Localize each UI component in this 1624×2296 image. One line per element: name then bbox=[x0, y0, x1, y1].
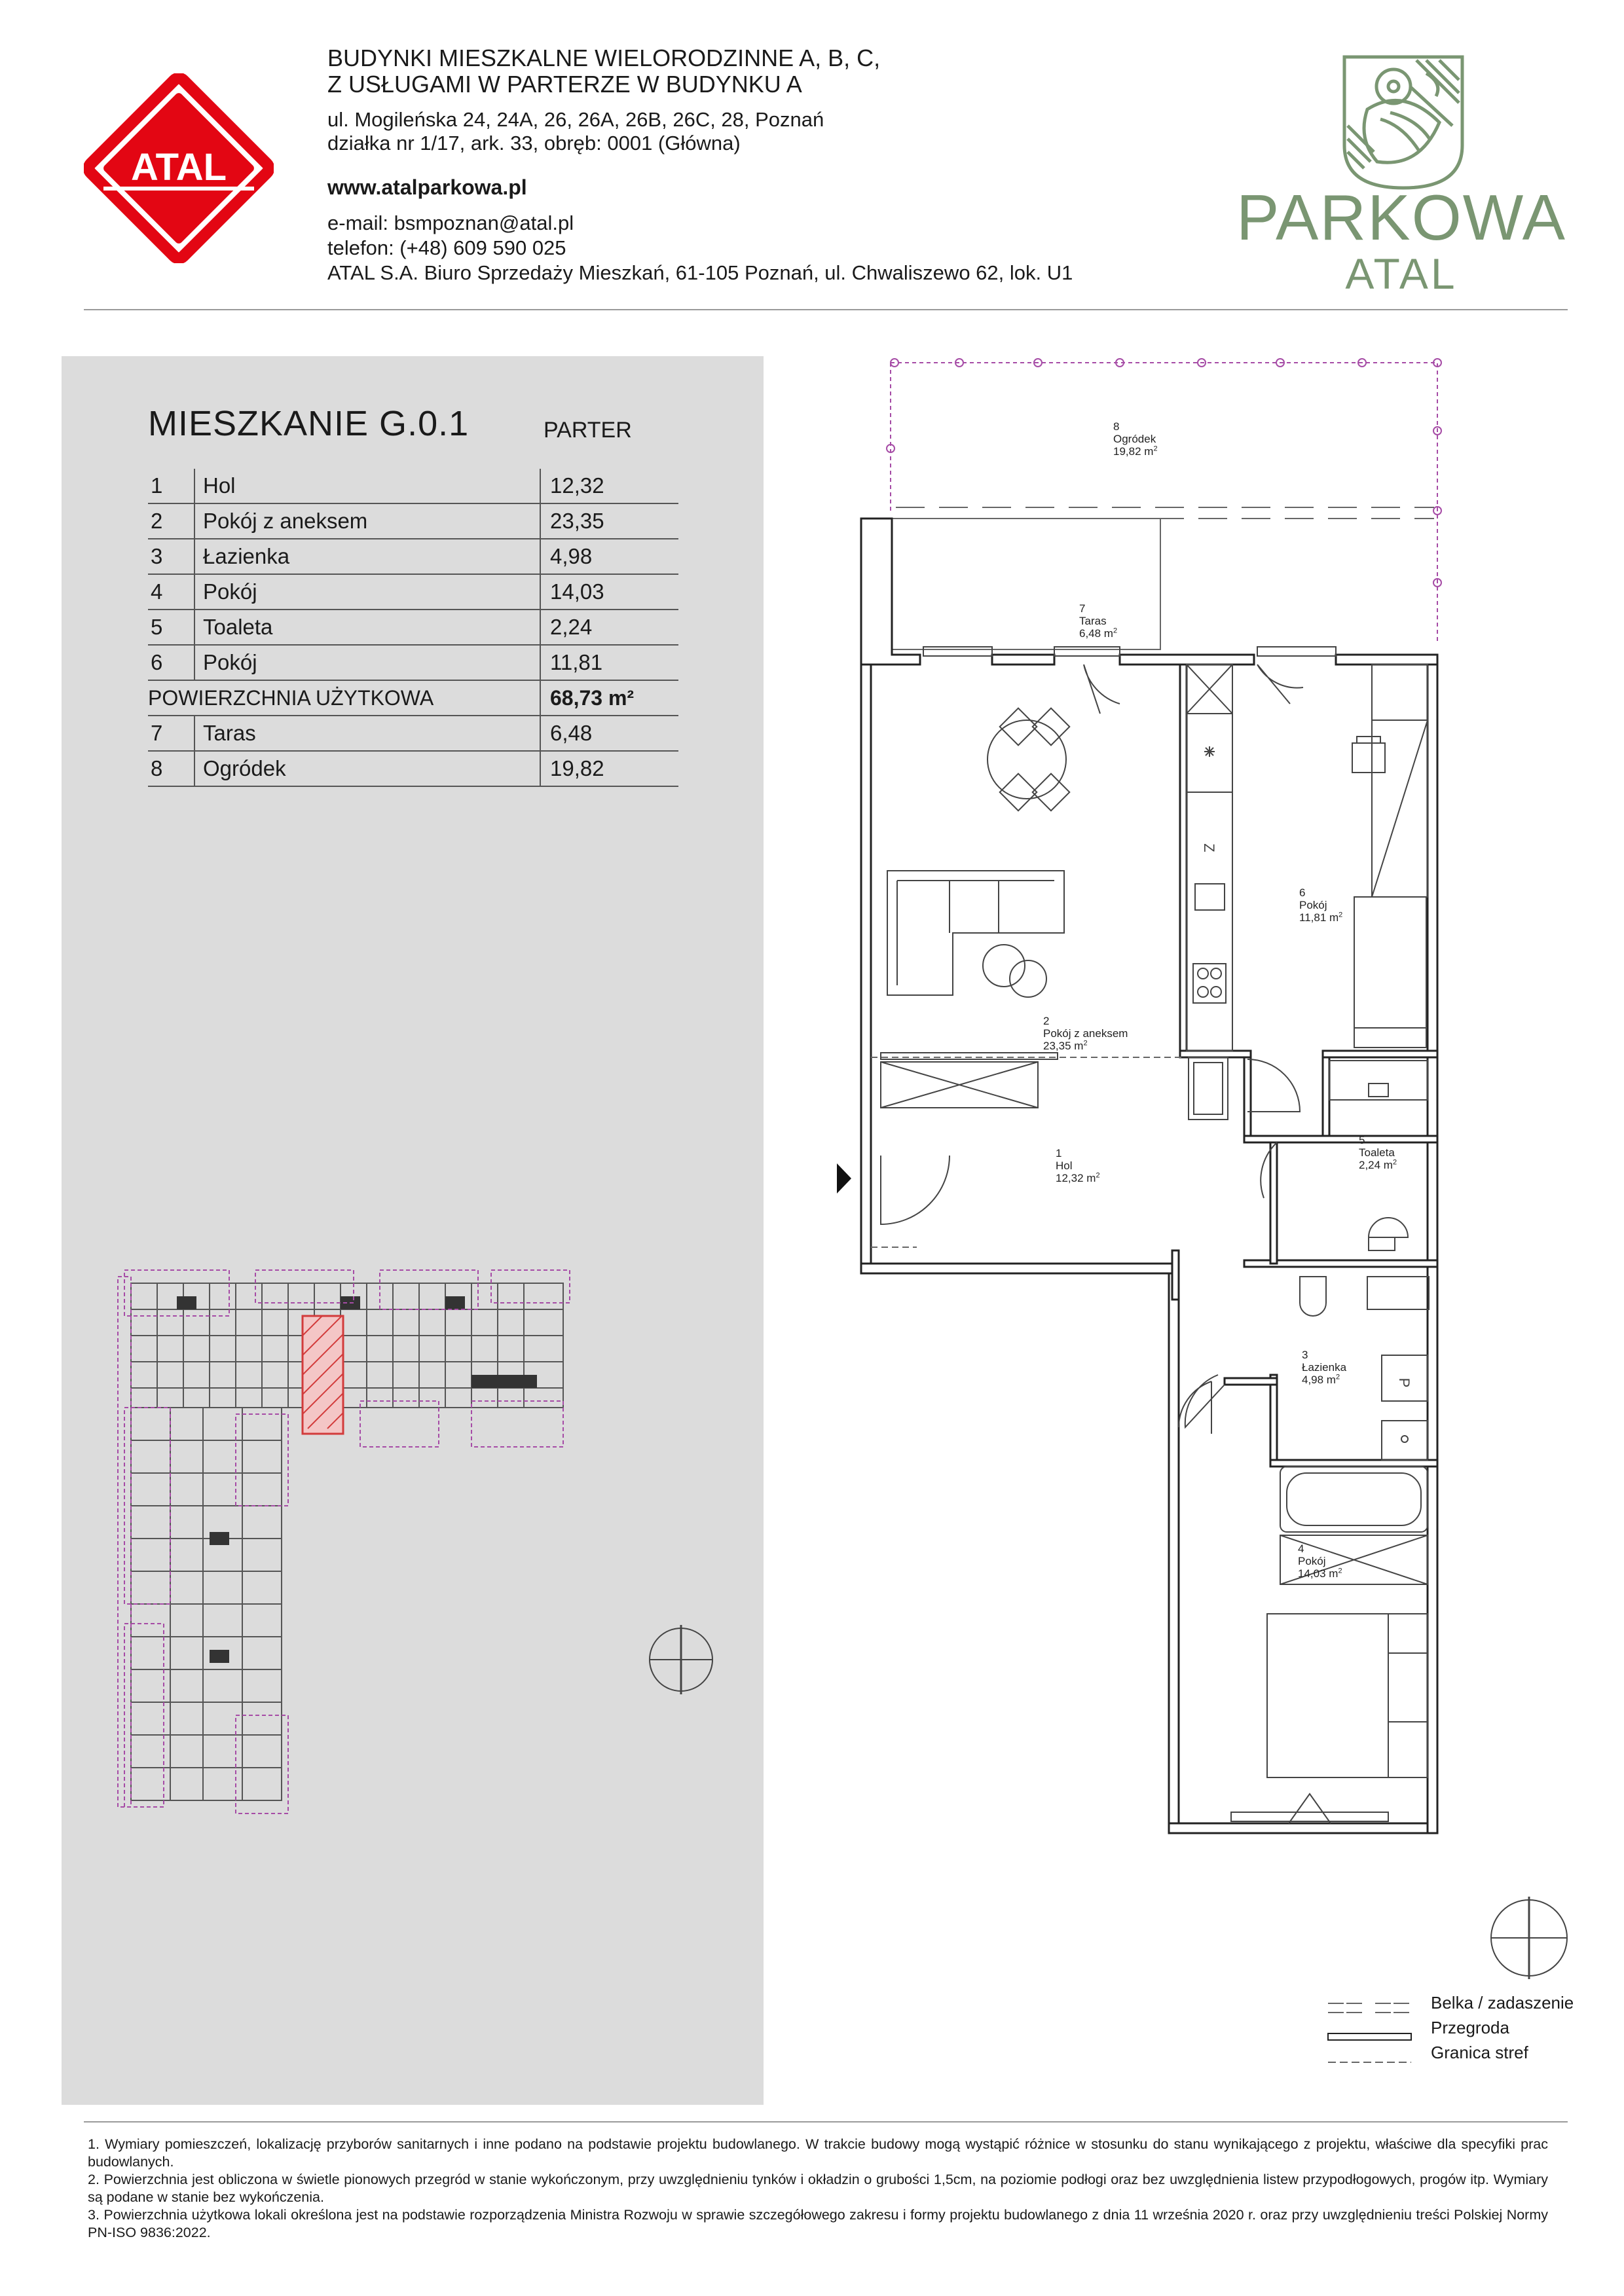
building-key-plan bbox=[105, 1257, 733, 1859]
label-taras bbox=[1079, 602, 1117, 640]
label-area-value: 11,81 m bbox=[1299, 911, 1339, 924]
compass-small-icon bbox=[645, 1624, 717, 1696]
label-num: 1 bbox=[1056, 1147, 1062, 1159]
brand-name: PARKOWA bbox=[1236, 181, 1567, 253]
label-pokoj-aneks bbox=[1043, 1015, 1128, 1052]
entrance-arrow-icon bbox=[837, 1163, 851, 1194]
doors bbox=[881, 665, 1331, 1823]
footnote-1: 1. Wymiary pomieszczeń, lokalizację przyborów sanitarnych i inne podano na podstawie projektu budowlanego. W trakcie budowy mogą wystąpić różnice w stosunku do stanu wynikającego z projektu, właściwe dla specyfiki prac budowlanych. bbox=[88, 2136, 1548, 2170]
label-area-value: 23,35 m bbox=[1043, 1040, 1084, 1052]
legend-symbols bbox=[1323, 1997, 1414, 2075]
label-area-unit: 2 bbox=[1335, 1373, 1340, 1381]
total-label: POWIERZCHNIA UŻYTKOWA bbox=[148, 680, 540, 716]
label-name: Pokój bbox=[1299, 899, 1327, 911]
table-row bbox=[148, 751, 678, 786]
footnote-2: 2. Powierzchnia jest obliczona w świetle pionowych przegród w stanie wykończonym, przy uwzględnieniu tynków i okładzin o grubości 1,5cm, na poziomie podłogi oraz bez uwzględnienia listew przypodłogowych, progów itp. Wymiary są podane w stanie bez wykończenia. bbox=[88, 2172, 1548, 2205]
bathroom-fixtures bbox=[1280, 1277, 1429, 1532]
apartment-title: MIESZKANIE G.0.1 bbox=[148, 404, 470, 443]
label-area-value: 14,03 m bbox=[1298, 1567, 1338, 1580]
room-number: 6 bbox=[148, 645, 194, 680]
label-pokoj6 bbox=[1299, 886, 1342, 924]
room-name: Ogródek bbox=[194, 751, 540, 786]
label-area bbox=[1079, 627, 1117, 640]
table-row bbox=[148, 610, 678, 645]
room-area: 12,32 bbox=[540, 469, 678, 503]
kitchen-unit bbox=[1187, 665, 1232, 1120]
room-name: Pokój bbox=[194, 574, 540, 610]
label-pokoj4 bbox=[1298, 1542, 1342, 1580]
label-area-value: 19,82 m bbox=[1113, 445, 1154, 458]
brand-sub: ATAL bbox=[1345, 249, 1458, 298]
room-number: 5 bbox=[148, 610, 194, 645]
bedroom4-furniture bbox=[1267, 1535, 1428, 1777]
label-area bbox=[1043, 1040, 1128, 1052]
project-title-line1: BUDYNKI MIESZKALNE WIELORODZINNE A, B, C, bbox=[327, 45, 881, 71]
label-area-value: 4,98 m bbox=[1302, 1374, 1336, 1386]
header-divider bbox=[84, 309, 1568, 310]
room-area: 2,24 bbox=[540, 610, 678, 645]
table-row bbox=[148, 645, 678, 680]
address-line2: działka nr 1/17, ark. 33, obręb: 0001 (Główna) bbox=[327, 132, 741, 155]
fridge-mark: Z bbox=[1201, 843, 1217, 852]
footnotes bbox=[88, 2136, 1548, 2242]
label-num: 8 bbox=[1113, 420, 1120, 433]
project-title-line2: Z USŁUGAMI W PARTERZE W BUDYNKU A bbox=[327, 71, 802, 98]
total-row bbox=[148, 680, 678, 716]
room-number: 4 bbox=[148, 574, 194, 610]
table-row bbox=[148, 574, 678, 610]
label-area bbox=[1056, 1172, 1100, 1184]
label-area-unit: 2 bbox=[1392, 1158, 1397, 1167]
room-name: Hol bbox=[194, 469, 540, 503]
tv-cabinet bbox=[881, 1053, 1058, 1059]
label-name: Hol bbox=[1056, 1159, 1073, 1172]
label-area bbox=[1113, 445, 1158, 458]
washer-mark: P bbox=[1396, 1377, 1412, 1388]
room-area: 14,03 bbox=[540, 574, 678, 610]
label-num: 2 bbox=[1043, 1015, 1050, 1027]
compass-large-icon bbox=[1486, 1895, 1572, 1980]
garden-boundary bbox=[887, 359, 1441, 642]
label-area bbox=[1302, 1374, 1346, 1386]
floor-plan bbox=[819, 347, 1473, 1853]
label-name: Taras bbox=[1079, 615, 1107, 627]
terrace bbox=[892, 519, 1160, 649]
label-lazienka bbox=[1302, 1349, 1346, 1386]
label-name: Pokój bbox=[1298, 1555, 1326, 1567]
label-hol bbox=[1056, 1147, 1100, 1184]
label-toaleta bbox=[1359, 1134, 1397, 1171]
label-num: 3 bbox=[1302, 1349, 1308, 1361]
label-num: 6 bbox=[1299, 886, 1306, 899]
highlighted-apartment bbox=[303, 1316, 343, 1434]
room-name: Pokój z aneksem bbox=[194, 503, 540, 539]
phone-text: telefon: (+48) 609 590 025 bbox=[327, 236, 566, 259]
footnote-3: 3. Powierzchnia użytkowa lokali określona jest na podstawie rozporządzenia Ministra Rozwoju w sprawie szczegółowego zakresu i formy projektu budowlanego z dnia 11 września 2020 r. oraz przy uwzględnieniu treści Polskiej Normy PN-ISO 9836:2022. bbox=[88, 2207, 1548, 2240]
label-ogrodek bbox=[1113, 420, 1158, 458]
table-row bbox=[148, 503, 678, 539]
sofa bbox=[887, 871, 1064, 997]
room-number: 3 bbox=[148, 539, 194, 574]
label-area bbox=[1298, 1567, 1342, 1580]
label-area-unit: 2 bbox=[1338, 911, 1343, 919]
label-area-value: 12,32 m bbox=[1056, 1172, 1096, 1184]
label-area-unit: 2 bbox=[1113, 627, 1118, 635]
room-area: 6,48 bbox=[540, 716, 678, 751]
room-number: 7 bbox=[148, 716, 194, 751]
label-num: 7 bbox=[1079, 602, 1086, 615]
atal-logo-text: ATAL bbox=[130, 146, 227, 189]
label-area-value: 6,48 m bbox=[1079, 627, 1113, 640]
label-area-value: 2,24 m bbox=[1359, 1159, 1393, 1171]
room-name: Toaleta bbox=[194, 610, 540, 645]
bedroom6-furniture bbox=[1352, 665, 1428, 1048]
label-area bbox=[1359, 1159, 1397, 1171]
rooms-table bbox=[148, 469, 678, 787]
room-area: 11,81 bbox=[540, 645, 678, 680]
hall-wardrobe bbox=[881, 1062, 1038, 1108]
room-number: 8 bbox=[148, 751, 194, 786]
label-area-unit: 2 bbox=[1083, 1039, 1088, 1048]
room-number: 2 bbox=[148, 503, 194, 539]
address-line1: ul. Mogileńska 24, 24A, 26, 26A, 26B, 26C, 28, Poznań bbox=[327, 108, 824, 131]
parkowa-brand bbox=[1231, 47, 1572, 302]
label-area bbox=[1299, 911, 1342, 924]
table-row bbox=[148, 539, 678, 574]
label-name: Toaleta bbox=[1359, 1146, 1395, 1159]
footer-divider bbox=[84, 2121, 1568, 2123]
atal-logo bbox=[84, 73, 274, 263]
room-name: Pokój bbox=[194, 645, 540, 680]
label-name: Łazienka bbox=[1302, 1361, 1347, 1374]
legend-zone: Granica stref bbox=[1431, 2043, 1528, 2062]
room-name: Łazienka bbox=[194, 539, 540, 574]
parkowa-bird-emblem-icon bbox=[1328, 47, 1479, 198]
room-number: 1 bbox=[148, 469, 194, 503]
label-area-unit: 2 bbox=[1153, 445, 1158, 453]
email-text[interactable]: e-mail: bsmpoznan@atal.pl bbox=[327, 211, 574, 234]
label-area-unit: 2 bbox=[1096, 1171, 1100, 1180]
label-name: Pokój z aneksem bbox=[1043, 1027, 1128, 1040]
label-area-unit: 2 bbox=[1338, 1567, 1342, 1575]
legend-partition: Przegroda bbox=[1431, 2018, 1509, 2037]
room-area: 19,82 bbox=[540, 751, 678, 786]
label-num: 4 bbox=[1298, 1542, 1304, 1555]
website-link[interactable]: www.atalparkowa.pl bbox=[327, 175, 527, 199]
floor-label: PARTER bbox=[544, 418, 632, 443]
label-num: 5 bbox=[1359, 1134, 1365, 1146]
table-row bbox=[148, 469, 678, 503]
legend-beam: Belka / zadaszenie bbox=[1431, 1993, 1574, 2013]
room-area: 23,35 bbox=[540, 503, 678, 539]
office-address: ATAL S.A. Biuro Sprzedaży Mieszkań, 61-105 Poznań, ul. Chwaliszewo 62, lok. U1 bbox=[327, 261, 1073, 284]
label-name: Ogródek bbox=[1113, 433, 1156, 445]
room-name: Taras bbox=[194, 716, 540, 751]
total-value: 68,73 m² bbox=[540, 680, 678, 716]
room-area: 4,98 bbox=[540, 539, 678, 574]
table-row bbox=[148, 716, 678, 751]
dining-table bbox=[987, 708, 1069, 811]
